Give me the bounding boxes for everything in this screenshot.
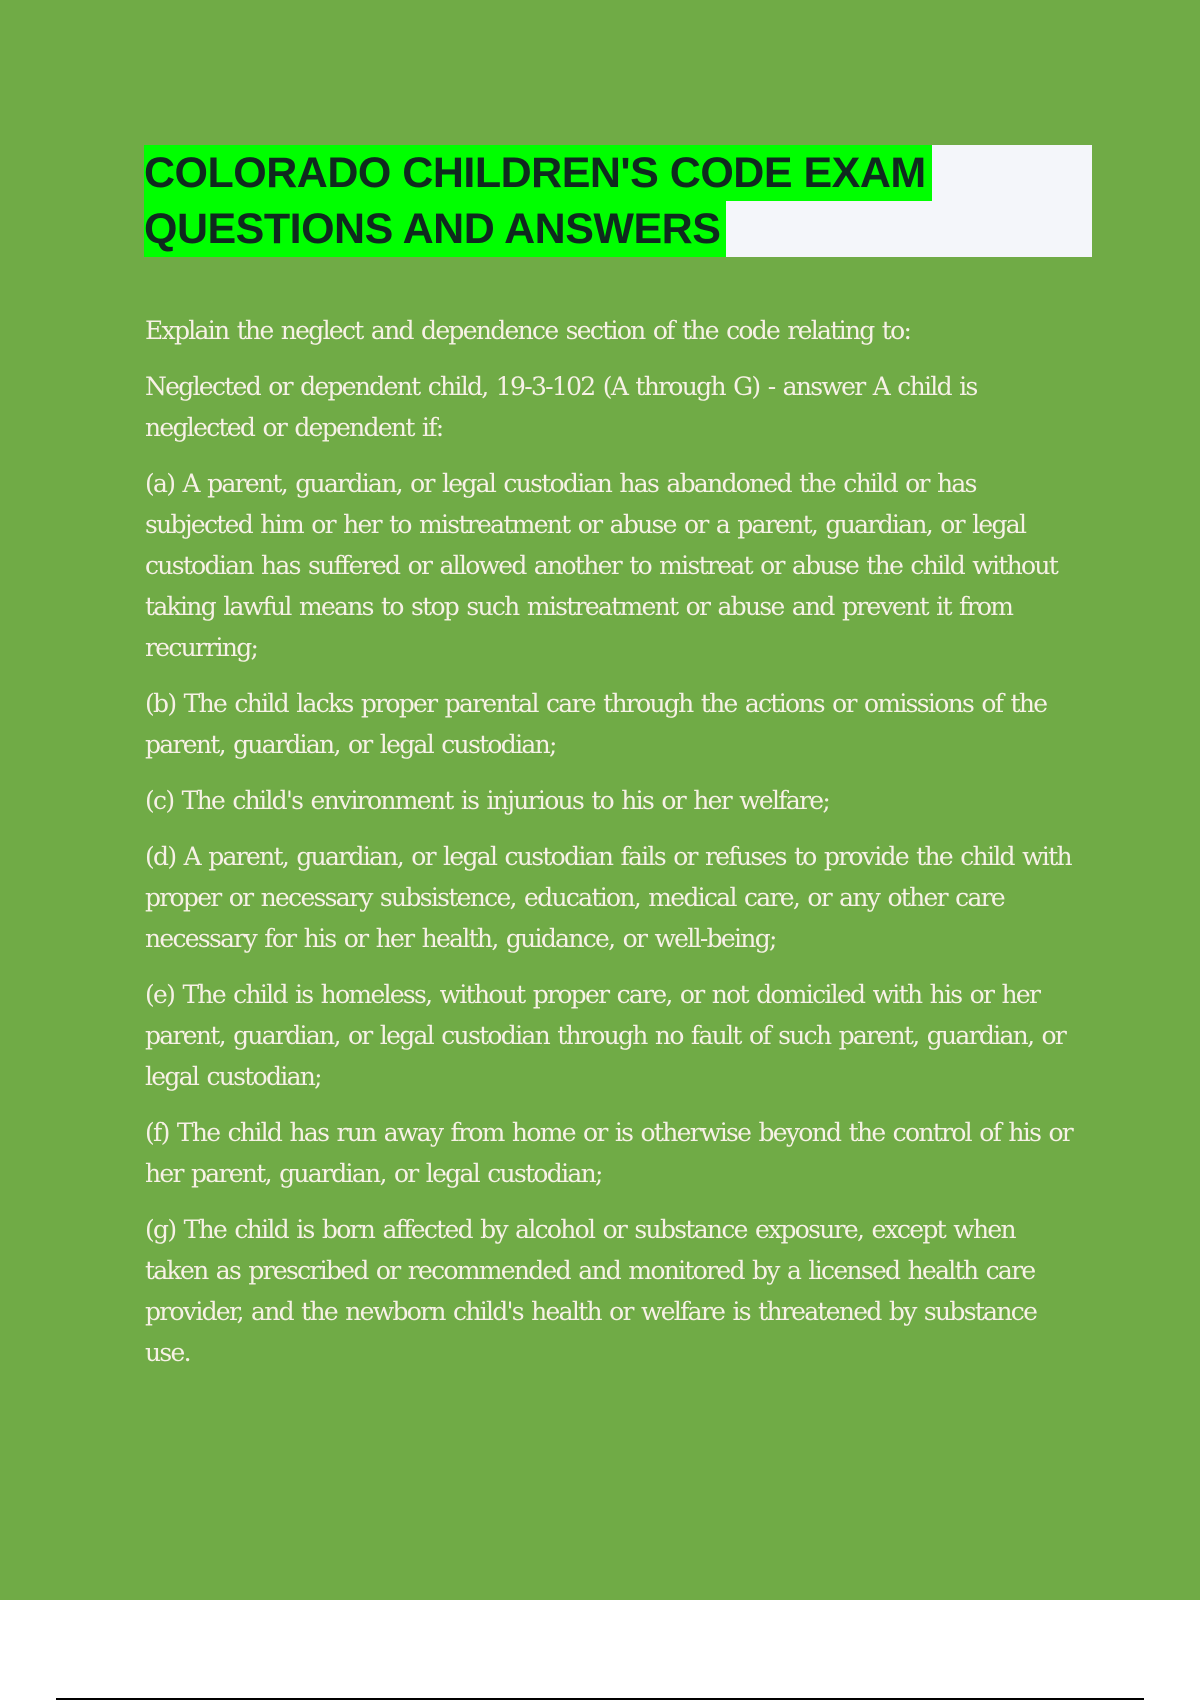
question-intro: Explain the neglect and dependence section of the code relating to: [145,316,911,345]
document-title-line-2: QUESTIONS AND ANSWERS [144,201,726,257]
criterion-d: (d) A parent, guardian, or legal custodian fails or refuses to provide the child with proper or necessary subsistence, education, medical care, or any other care necessary for his or her health, guidance, or well-being; [145,842,1071,953]
document-title-line-1: COLORADO CHILDREN'S CODE EXAM [144,145,932,201]
criterion-f: (f) The child has run away from home or is otherwise beyond the control of his or her parent, guardian, or legal custodian; [145,1118,1073,1188]
document-body [145,310,1085,1388]
criterion-b: (b) The child lacks proper parental care through the actions or omissions of the parent, guardian, or legal custodian; [145,689,1047,759]
criterion-c: (c) The child's environment is injurious to his or her welfare; [145,786,830,815]
criterion-a: (a) A parent, guardian, or legal custodian has abandoned the child or has subjected him or her to mistreatment or abuse or a parent, guardian, or legal custodian has suffered or allowed another to mistreat or abuse the child without taking lawful means to stop such mistreatment or abuse and prevent it from recurring; [145,469,1058,662]
question-answer: Neglected or dependent child, 19-3-102 (A through G) - answer A child is neglected or dependent if: [145,372,977,442]
criterion-g: (g) The child is born affected by alcohol or substance exposure, except when taken as prescribed or recommended and monitored by a licensed health care provider, and the newborn child's health or welfare is threatened by substance use. [145,1215,1037,1367]
criterion-e: (e) The child is homeless, without proper care, or not domiciled with his or her parent, guardian, or legal custodian through no fault of such parent, guardian, or legal custodian; [145,980,1066,1091]
